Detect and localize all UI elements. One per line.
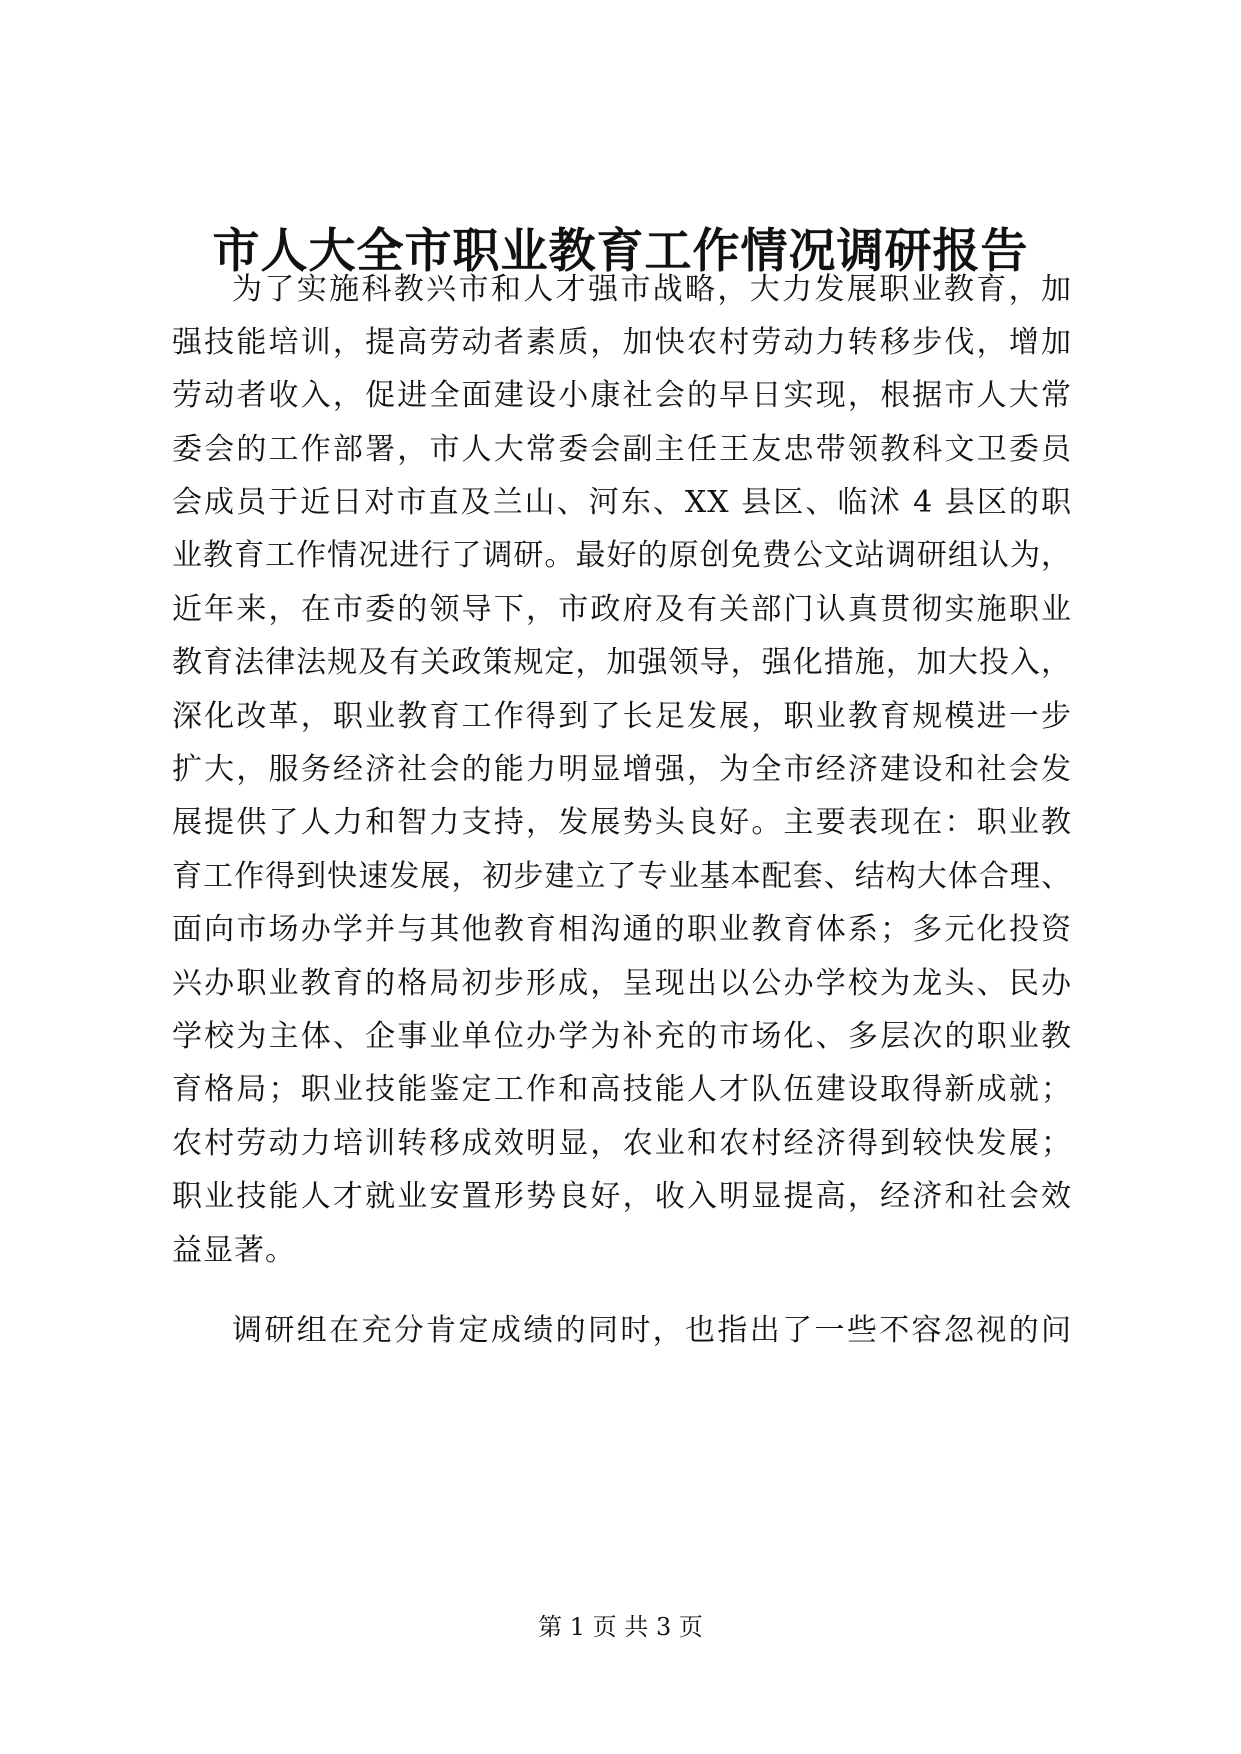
paragraph-line: 学校为主体、企事业单位办学为补充的市场化、多层次的职业教 [172,1019,1072,1054]
paragraph-line: 业教育工作情况进行了调研。最好的原创免费公文站调研组认为， [172,538,1072,573]
paragraph-line: 委会的工作部署，市人大常委会副主任王友忠带领教科文卫委员 [172,432,1072,467]
paragraph-line: 扩大，服务经济社会的能力明显增强，为全市经济建设和社会发 [172,752,1072,787]
paragraph-line: 调研组在充分肯定成绩的同时，也指出了一些不容忽视的问 [232,1313,1072,1348]
paragraph-line: 强技能培训，提高劳动者素质，加快农村劳动力转移步伐，增加 [172,325,1072,360]
paragraph-line: 深化改革，职业教育工作得到了长足发展，职业教育规模进一步 [172,699,1072,734]
paragraph-line: 展提供了人力和智力支持，发展势头良好。主要表现在：职业教 [172,805,1072,840]
paragraph-line: 劳动者收入，促进全面建设小康社会的早日实现，根据市人大常 [172,378,1072,413]
paragraph-line: 职业技能人才就业安置形势良好，收入明显提高，经济和社会效 [172,1179,1072,1214]
paragraph-line: 益显著。 [172,1233,296,1268]
paragraph-line: 会成员于近日对市直及兰山、河东、XX 县区、临沭 4 县区的职 [172,485,1072,520]
paragraph-line: 育工作得到快速发展，初步建立了专业基本配套、结构大体合理、 [172,859,1072,894]
paragraph-line: 面向市场办学并与其他教育相沟通的职业教育体系；多元化投资 [172,912,1072,947]
paragraph-line: 育格局；职业技能鉴定工作和高技能人才队伍建设取得新成就； [172,1072,1072,1107]
paragraph-line: 农村劳动力培训转移成效明显，农业和农村经济得到较快发展； [172,1126,1072,1161]
paragraph-line: 兴办职业教育的格局初步形成，呈现出以公办学校为龙头、民办 [172,966,1072,1001]
paragraph-line: 教育法律法规及有关政策规定，加强领导，强化措施，加大投入， [172,645,1072,680]
paragraph-line: 近年来，在市委的领导下，市政府及有关部门认真贯彻实施职业 [172,592,1072,627]
document-title: 市人大全市职业教育工作情况调研报告 [212,224,1029,279]
paragraph-line: 为了实施科教兴市和人才强市战略，大力发展职业教育，加 [232,272,1072,307]
page-indicator: 第 1 页 共 3 页 [538,1613,703,1641]
